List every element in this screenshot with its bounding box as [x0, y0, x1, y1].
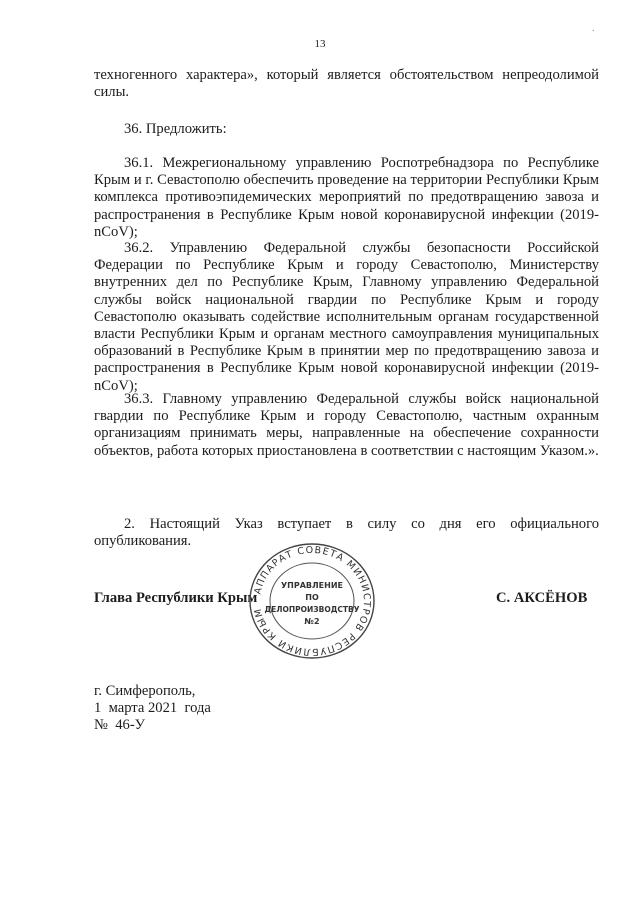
paragraph-continuation: техногенного характера», который является обстоятельством непреодолимой силы. [94, 67, 599, 101]
place-city: г. Симферополь, [94, 683, 196, 699]
stamp-line-1: УПРАВЛЕНИЕ [281, 581, 343, 590]
paragraph-2: 2. Настоящий Указ вступает в силу со дня его официального опубликования. [94, 516, 599, 550]
paragraph-36-3: 36.3. Главному управлению Федеральной службы войск национальной гвардии по Республике Крым и городу Севастополю, частным охранным организациям принимать меры, направленные на обеспечение сохранности объектов, работа которых приостановлена в соответствии с настоящим Указом.». [94, 391, 599, 459]
place-date: 1 марта 2021 года [94, 700, 211, 716]
page-number: 13 [314, 38, 326, 50]
stamp-seal-icon [246, 540, 378, 662]
paragraph-36: 36. Предложить: [124, 121, 227, 137]
corner-mark: . [592, 23, 595, 34]
stamp-line-2: ПО [305, 593, 319, 602]
place-number: № 46-У [94, 717, 146, 733]
signer-title: Глава Республики Крым [94, 590, 258, 606]
stamp-line-4: №2 [304, 617, 320, 626]
signer-name: С. АКСЁНОВ [496, 590, 588, 606]
stamp-ring-text: АППАРАТ СОВЕТА МИНИСТРОВ РЕСПУБЛИКИ КРЫМ [252, 544, 373, 658]
official-stamp [246, 540, 378, 662]
paragraph-36-1: 36.1. Межрегиональному управлению Роспотребнадзора по Республике Крым и г. Севастополю обеспечить проведение на территории Республики Крым комплекса противоэпидемических мероприятий по предотвращению завоза и распространения в Республике Крым новой коронавирусной инфекции (2019-nCoV); [94, 155, 599, 240]
stamp-line-3: ДЕЛОПРОИЗВОДСТВУ [264, 605, 360, 614]
paragraph-36-2: 36.2. Управлению Федеральной службы безопасности Российской Федерации по Республике Крым и городу Севастополю, Министерству внутренних дел по Республике Крым, Главному управлению Федеральной службы войск национальной гвардии по Республике Крым и городу Севастополю оказывать содействие исполнительным органам государственной власти Республики Крым и органам местного самоуправления муниципальных образований в Республике Крым в принятии мер по предотвращению завоза и распространения в Республике Крым новой коронавирусной инфекции (2019-nCoV); [94, 240, 599, 394]
